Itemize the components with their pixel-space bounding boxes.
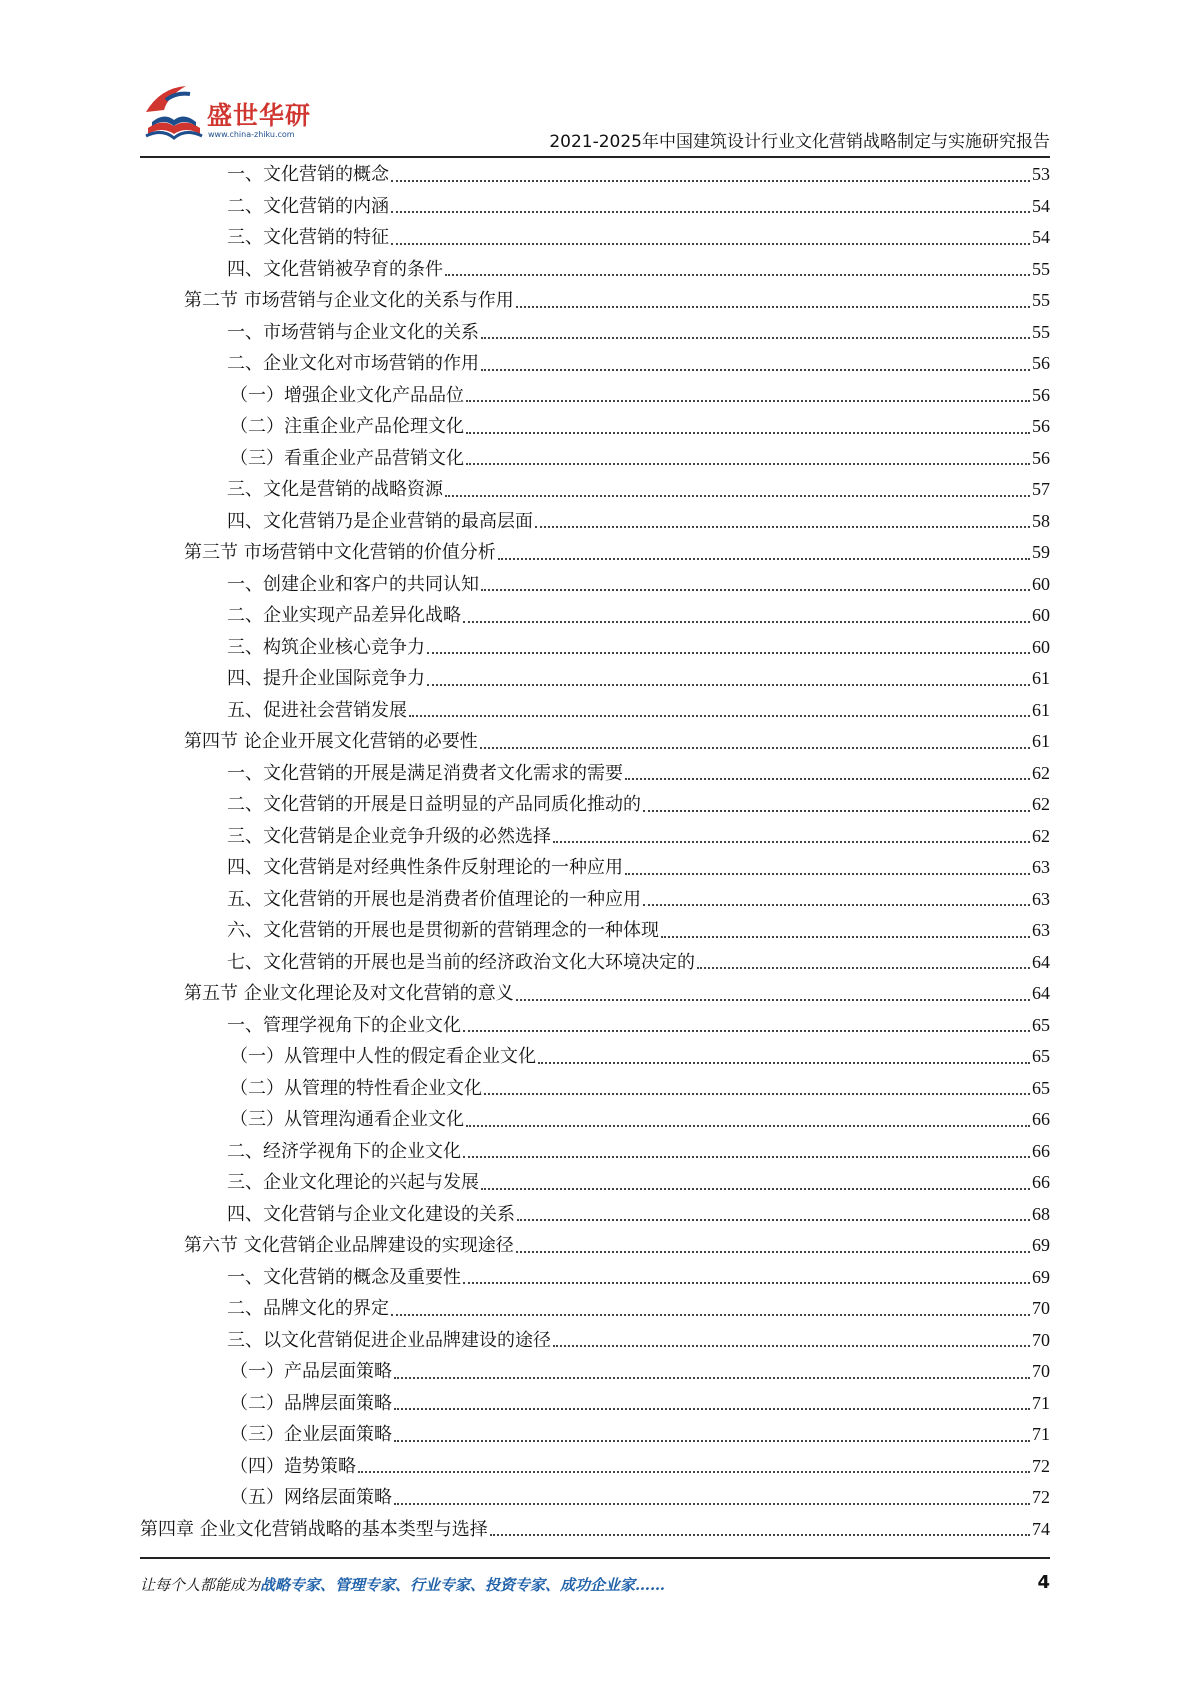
- logo-name: 盛世华研: [207, 101, 312, 130]
- toc-entry[interactable]: [140, 884, 1050, 916]
- toc-entry-page: 60: [1032, 573, 1050, 594]
- toc-entry[interactable]: [140, 1293, 1050, 1325]
- toc-dot-leader: [481, 589, 1030, 591]
- toc-entry[interactable]: [140, 1199, 1050, 1231]
- toc-entry[interactable]: [140, 600, 1050, 632]
- toc-entry-page: 64: [1032, 951, 1050, 972]
- toc-dot-leader: [490, 1534, 1030, 1536]
- toc-entry[interactable]: [140, 537, 1050, 569]
- toc-entry-page: 65: [1032, 1046, 1050, 1066]
- book-logo-icon: [140, 82, 210, 146]
- footer-slogan-highlight: 战略专家、管理专家、行业专家、投资专家、成功企业家……: [260, 1576, 666, 1594]
- footer-divider: [140, 1557, 1050, 1559]
- toc-entry-page: 72: [1032, 1455, 1050, 1476]
- toc-entry-page: 56: [1032, 447, 1050, 468]
- toc-dot-leader: [463, 1282, 1030, 1284]
- toc-dot-leader: [391, 1314, 1030, 1316]
- toc-entry[interactable]: [140, 789, 1050, 821]
- toc-entry-label: 一、文化营销的概念及重要性: [227, 1266, 461, 1288]
- toc-entry-label: （三）看重企业产品营销文化: [230, 447, 464, 469]
- toc-entry[interactable]: [140, 758, 1050, 790]
- toc-entry-label: 三、企业文化理论的兴起与发展: [227, 1172, 479, 1193]
- toc-dot-leader: [466, 1125, 1030, 1127]
- toc-entry-label: 一、管理学视角下的企业文化: [227, 1014, 461, 1036]
- toc-entry-label: 三、文化营销的特征: [227, 227, 389, 248]
- toc-entry-label: 第三节 市场营销中文化营销的价值分析: [184, 542, 496, 563]
- toc-entry-label: 二、企业实现产品差异化战略: [227, 605, 461, 626]
- toc-entry[interactable]: [140, 1482, 1050, 1514]
- toc-dot-leader: [394, 1377, 1030, 1379]
- toc-entry[interactable]: [140, 1104, 1050, 1136]
- toc-dot-leader: [484, 1093, 1030, 1095]
- toc-entry-label: 四、文化营销是对经典性条件反射理论的一种应用: [227, 857, 623, 878]
- footer-slogan-prefix: 让每个人都能成为: [140, 1576, 261, 1594]
- toc-entry-label: 五、促进社会营销发展: [227, 699, 407, 721]
- toc-entry-label: 一、市场营销与企业文化的关系: [227, 321, 479, 343]
- toc-entry[interactable]: [140, 947, 1050, 979]
- toc-entry-page: 70: [1032, 1361, 1050, 1381]
- toc-entry-page: 55: [1032, 258, 1050, 279]
- toc-entry-page: 61: [1032, 731, 1050, 751]
- toc-entry-label: 第四节 论企业开展文化营销的必要性: [184, 731, 478, 752]
- toc-entry-page: 63: [1032, 857, 1050, 877]
- toc-dot-leader: [661, 936, 1030, 938]
- toc-entry[interactable]: [140, 1325, 1050, 1357]
- toc-entry-label: 第四章 企业文化营销战略的基本类型与选择: [140, 1518, 488, 1540]
- toc-entry-label: （二）注重企业产品伦理文化: [230, 416, 464, 437]
- toc-entry-page: 72: [1032, 1487, 1050, 1507]
- toc-entry[interactable]: [140, 222, 1050, 254]
- toc-dot-leader: [445, 495, 1030, 497]
- toc-entry-label: （四）造势策略: [230, 1455, 356, 1477]
- toc-entry[interactable]: [140, 317, 1050, 349]
- logo-url: www.china-zhiku.com: [208, 130, 295, 139]
- toc-entry[interactable]: [140, 1356, 1050, 1388]
- toc-entry-label: （一）增强企业文化产品品位: [230, 384, 464, 406]
- toc-entry-label: 第六节 文化营销企业品牌建设的实现途径: [184, 1235, 514, 1256]
- toc-entry-page: 69: [1032, 1235, 1050, 1255]
- toc-entry-label: （三）企业层面策略: [230, 1424, 392, 1445]
- toc-entry[interactable]: [140, 569, 1050, 601]
- toc-entry[interactable]: [140, 1451, 1050, 1483]
- toc-entry[interactable]: [140, 1073, 1050, 1105]
- page-number: 4: [1037, 1572, 1050, 1593]
- toc-entry-page: 62: [1032, 825, 1050, 846]
- toc-entry-label: 三、文化营销是企业竞争升级的必然选择: [227, 825, 551, 847]
- toc-entry-page: 65: [1032, 1077, 1050, 1098]
- toc-dot-leader: [481, 369, 1030, 371]
- toc-dot-leader: [553, 841, 1030, 843]
- toc-entry-page: 62: [1032, 794, 1050, 814]
- header-divider: [140, 156, 1050, 158]
- toc-entry-page: 65: [1032, 1014, 1050, 1035]
- toc-entry-label: 二、文化营销的开展是日益明显的产品同质化推动的: [227, 794, 641, 815]
- toc-entry-page: 66: [1032, 1140, 1050, 1161]
- toc-entry-label: 三、构筑企业核心竞争力: [227, 636, 425, 658]
- toc-dot-leader: [409, 715, 1030, 717]
- toc-entry[interactable]: [140, 852, 1050, 884]
- toc-entry-page: 54: [1032, 195, 1050, 216]
- toc-entry-page: 63: [1032, 888, 1050, 909]
- toc-entry[interactable]: [140, 821, 1050, 853]
- report-title: 2021-2025年中国建筑设计行业文化营销战略制定与实施研究报告: [549, 132, 1050, 152]
- toc-entry-page: 70: [1032, 1329, 1050, 1350]
- toc-entry-label: （一）从管理中人性的假定看企业文化: [230, 1046, 536, 1067]
- toc-dot-leader: [625, 873, 1030, 875]
- company-logo: [140, 78, 320, 148]
- toc-entry-page: 53: [1032, 164, 1050, 184]
- toc-entry[interactable]: [140, 695, 1050, 727]
- toc-dot-leader: [643, 904, 1030, 906]
- toc-dot-leader: [553, 1345, 1030, 1347]
- toc-entry-label: 四、文化营销与企业文化建设的关系: [227, 1203, 515, 1225]
- toc-entry[interactable]: [140, 663, 1050, 695]
- toc-entry-page: 71: [1032, 1424, 1050, 1444]
- toc-entry-page: 69: [1032, 1266, 1050, 1287]
- toc-dot-leader: [358, 1471, 1030, 1473]
- toc-entry[interactable]: [140, 191, 1050, 223]
- toc-dot-leader: [466, 432, 1030, 434]
- toc-entry[interactable]: [140, 506, 1050, 538]
- toc-entry-label: 四、提升企业国际竞争力: [227, 668, 425, 689]
- toc-dot-leader: [481, 337, 1030, 339]
- toc-entry-label: 二、品牌文化的界定: [227, 1298, 389, 1319]
- toc-dot-leader: [394, 1503, 1030, 1505]
- toc-entry-label: 二、经济学视角下的企业文化: [227, 1140, 461, 1162]
- toc-entry-page: 74: [1032, 1518, 1050, 1539]
- toc-dot-leader: [391, 180, 1030, 182]
- toc-entry-page: 63: [1032, 920, 1050, 940]
- toc-dot-leader: [535, 526, 1030, 528]
- toc-entry-page: 70: [1032, 1298, 1050, 1318]
- toc-dot-leader: [394, 1408, 1030, 1410]
- page-header: [140, 78, 1050, 158]
- toc-dot-leader: [463, 1030, 1030, 1032]
- toc-dot-leader: [394, 1440, 1030, 1442]
- toc-entry-label: 五、文化营销的开展也是消费者价值理论的一种应用: [227, 888, 641, 910]
- toc-entry[interactable]: [140, 915, 1050, 947]
- toc-entry-label: （二）从管理的特性看企业文化: [230, 1077, 482, 1099]
- toc-entry[interactable]: [140, 726, 1050, 758]
- toc-entry-label: 四、文化营销被孕育的条件: [227, 258, 443, 280]
- toc-entry-page: 68: [1032, 1203, 1050, 1224]
- toc-entry-label: 二、企业文化对市场营销的作用: [227, 353, 479, 374]
- toc-dot-leader: [445, 274, 1030, 276]
- toc-entry-page: 55: [1032, 290, 1050, 310]
- toc-dot-leader: [538, 1062, 1030, 1064]
- toc-entry[interactable]: [140, 1041, 1050, 1073]
- toc-entry-label: 三、文化是营销的战略资源: [227, 479, 443, 500]
- toc-entry-page: 66: [1032, 1172, 1050, 1192]
- toc-entry[interactable]: [140, 1167, 1050, 1199]
- toc-entry[interactable]: [140, 411, 1050, 443]
- toc-entry-label: 四、文化营销乃是企业营销的最高层面: [227, 510, 533, 532]
- toc-dot-leader: [625, 778, 1030, 780]
- toc-entry-page: 56: [1032, 416, 1050, 436]
- toc-entry-label: 一、文化营销的开展是满足消费者文化需求的需要: [227, 762, 623, 784]
- toc-entry[interactable]: [140, 632, 1050, 664]
- toc-entry-page: 60: [1032, 636, 1050, 657]
- toc-entry-page: 59: [1032, 542, 1050, 562]
- toc-entry-label: （二）品牌层面策略: [230, 1392, 392, 1414]
- toc-dot-leader: [516, 306, 1030, 308]
- toc-entry-page: 60: [1032, 605, 1050, 625]
- toc-dot-leader: [463, 621, 1030, 623]
- toc-entry-label: （五）网络层面策略: [230, 1487, 392, 1508]
- toc-entry-label: 一、文化营销的概念: [227, 164, 389, 185]
- toc-dot-leader: [480, 747, 1030, 749]
- toc-entry[interactable]: [140, 1262, 1050, 1294]
- toc-entry[interactable]: [140, 474, 1050, 506]
- toc-entry-page: 56: [1032, 353, 1050, 373]
- footer-slogan: [140, 1574, 665, 1595]
- toc-dot-leader: [466, 463, 1030, 465]
- toc-entry-page: 66: [1032, 1109, 1050, 1129]
- toc-dot-leader: [463, 1156, 1030, 1158]
- toc-entry[interactable]: [140, 1419, 1050, 1451]
- toc-dot-leader: [697, 967, 1030, 969]
- toc-entry[interactable]: [140, 1010, 1050, 1042]
- toc-entry[interactable]: [140, 159, 1050, 191]
- toc-entry[interactable]: [140, 380, 1050, 412]
- toc-entry[interactable]: [140, 1230, 1050, 1262]
- toc-entry-label: 六、文化营销的开展也是贯彻新的营销理念的一种体现: [227, 920, 659, 941]
- toc-entry-page: 58: [1032, 510, 1050, 531]
- toc-dot-leader: [466, 400, 1030, 402]
- table-of-contents: [140, 159, 1050, 1545]
- toc-entry-page: 57: [1032, 479, 1050, 499]
- toc-entry-label: 三、以文化营销促进企业品牌建设的途径: [227, 1329, 551, 1351]
- toc-entry-label: 一、创建企业和客户的共同认知: [227, 573, 479, 595]
- toc-entry-page: 61: [1032, 699, 1050, 720]
- toc-entry[interactable]: [140, 978, 1050, 1010]
- toc-entry[interactable]: [140, 443, 1050, 475]
- toc-entry-label: 七、文化营销的开展也是当前的经济政治文化大环境决定的: [227, 951, 695, 973]
- toc-entry[interactable]: [140, 348, 1050, 380]
- toc-entry-page: 54: [1032, 227, 1050, 247]
- toc-entry[interactable]: [140, 1388, 1050, 1420]
- toc-entry-label: （一）产品层面策略: [230, 1361, 392, 1382]
- toc-entry-label: （三）从管理沟通看企业文化: [230, 1109, 464, 1130]
- toc-entry-label: 第二节 市场营销与企业文化的关系与作用: [184, 290, 514, 311]
- toc-entry-page: 55: [1032, 321, 1050, 342]
- toc-dot-leader: [498, 558, 1030, 560]
- toc-entry-label: 第五节 企业文化理论及对文化营销的意义: [184, 983, 514, 1004]
- toc-dot-leader: [427, 684, 1030, 686]
- toc-entry[interactable]: [140, 1514, 1050, 1546]
- toc-dot-leader: [391, 211, 1030, 213]
- toc-entry-page: 64: [1032, 983, 1050, 1003]
- toc-dot-leader: [516, 999, 1030, 1001]
- toc-entry-page: 62: [1032, 762, 1050, 783]
- toc-entry-page: 71: [1032, 1392, 1050, 1413]
- toc-dot-leader: [391, 243, 1030, 245]
- toc-dot-leader: [516, 1251, 1030, 1253]
- toc-entry-page: 61: [1032, 668, 1050, 688]
- toc-dot-leader: [643, 810, 1030, 812]
- toc-entry[interactable]: [140, 254, 1050, 286]
- toc-dot-leader: [517, 1219, 1030, 1221]
- toc-entry-label: 二、文化营销的内涵: [227, 195, 389, 217]
- toc-entry[interactable]: [140, 285, 1050, 317]
- toc-dot-leader: [427, 652, 1030, 654]
- toc-entry-page: 56: [1032, 384, 1050, 405]
- toc-dot-leader: [481, 1188, 1030, 1190]
- toc-entry[interactable]: [140, 1136, 1050, 1168]
